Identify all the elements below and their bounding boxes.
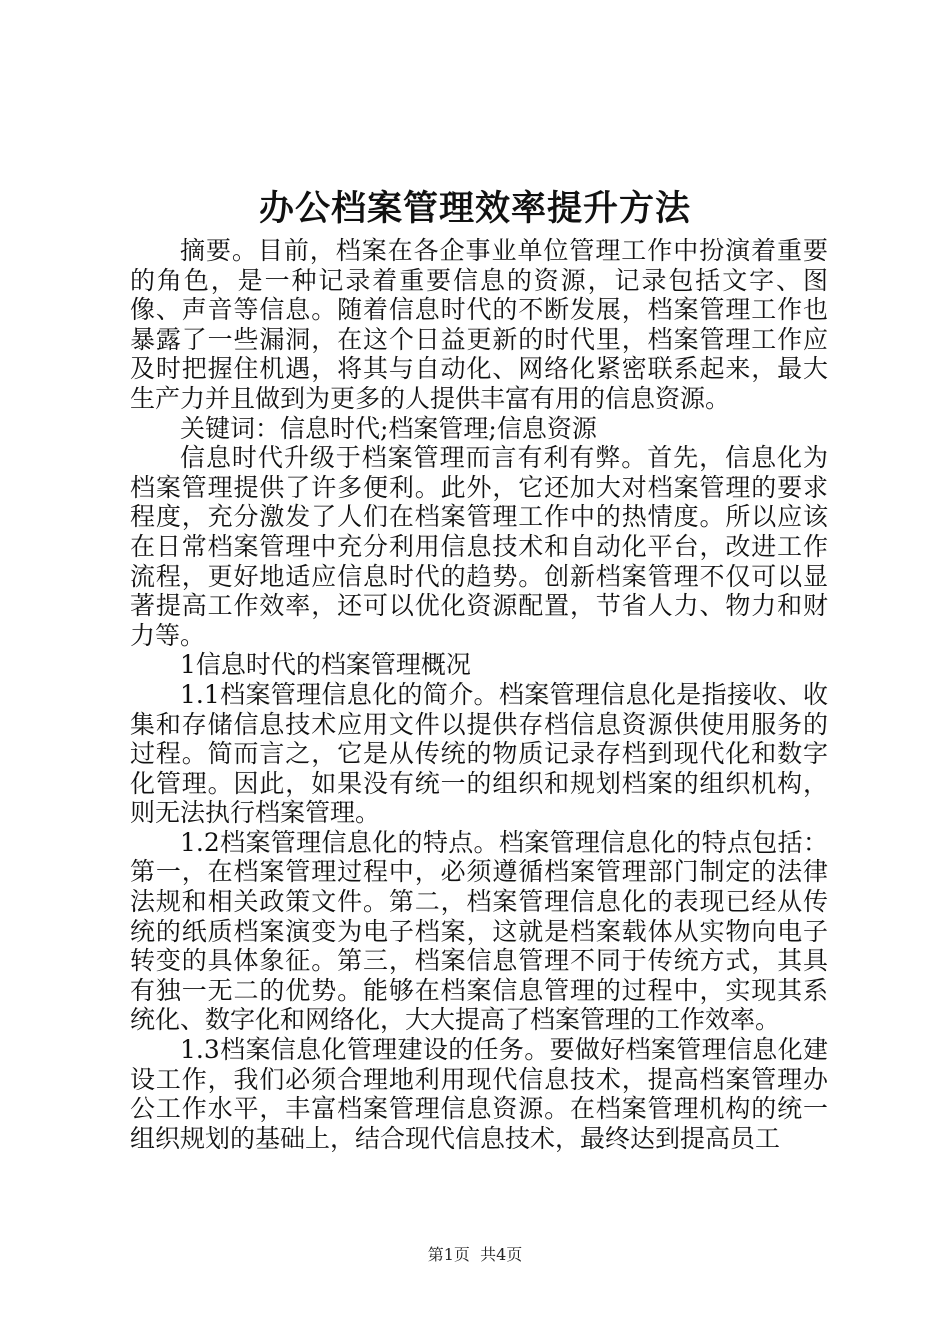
abstract-paragraph: 摘要。目前，档案在各企事业单位管理工作中扮演着重要的角色，是一种记录着重要信息的资源，记录包括文字、图像、声音等信息。随着信息时代的不断发展，档案管理工作也暴露了一些漏洞，在这个日益更新的时代里，档案管理工作应及时把握住机遇，将其与自动化、网络化紧密联系起来，最大生产力并且做到为更多的人提供丰富有用的信息资源。 <box>130 236 828 413</box>
document-title: 办公档案管理效率提升方法 <box>258 188 691 229</box>
keywords-line: 关键词：信息时代;档案管理;信息资源 <box>180 413 597 443</box>
section-1-1-paragraph: 1.1档案管理信息化的简介。档案管理信息化是指接收、收集和存储信息技术应用文件以提供存档信息资源供使用服务的过程。简而言之，它是从传统的物质记录存档到现代化和数字化管理。因此，如果没有统一的组织和规划档案的组织机构，则无法执行档案管理。 <box>130 679 828 828</box>
document-body <box>130 236 828 1153</box>
section-heading: 1信息时代的档案管理概况 <box>180 650 471 680</box>
section-1-3-paragraph: 1.3档案信息化管理建设的任务。要做好档案管理信息化建设工作，我们必须合理地利用现代信息技术，提高档案管理办公工作水平，丰富档案管理信息资源。在档案管理机构的统一组织规划的基础上，结合现代信息技术，最终达到提高员工 <box>130 1035 828 1153</box>
page-footer: 第1页 共4页 <box>427 1245 523 1264</box>
section-1-2-paragraph: 1.2档案管理信息化的特点。档案管理信息化的特点包括：第一，在档案管理过程中，必须遵循档案管理部门制定的法律法规和相关政策文件。第二，档案管理信息化的表现已经从传统的纸质档案演变为电子档案，这就是档案载体从实物向电子转变的具体象征。第三，档案信息管理不同于传统方式，其具有独一无二的优势。能够在档案信息管理的过程中，实现其系统化、数字化和网络化，大大提高了档案管理的工作效率。 <box>130 827 828 1035</box>
intro-paragraph: 信息时代升级于档案管理而言有利有弊。首先，信息化为档案管理提供了许多便利。此外，它还加大对档案管理的要求程度，充分激发了人们在档案管理工作中的热情度。所以应该在日常档案管理中充分利用信息技术和自动化平台，改进工作流程，更好地适应信息时代的趋势。创新档案管理不仅可以显著提高工作效率，还可以优化资源配置，节省人力、物力和财力等。 <box>130 443 828 650</box>
